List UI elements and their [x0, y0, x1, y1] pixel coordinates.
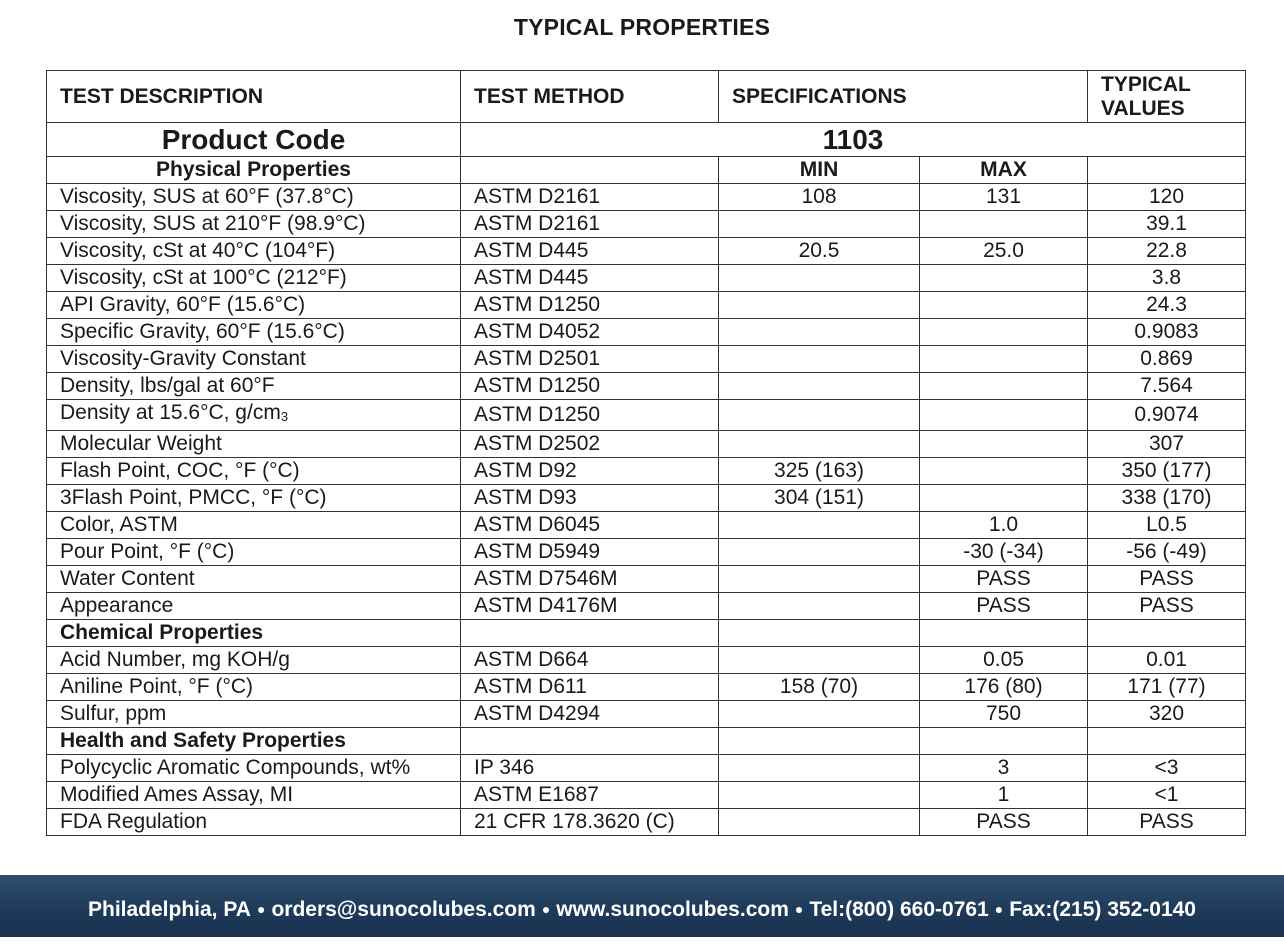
max-value: [920, 485, 1088, 512]
min-value: [719, 431, 920, 458]
bullet-icon: ●: [794, 901, 804, 917]
min-value: [719, 211, 920, 238]
typical-value: [1088, 674, 1246, 701]
typical-value-text: 0.01: [1146, 648, 1187, 671]
typical-value: [1088, 512, 1246, 539]
header-specifications: SPECIFICATIONS: [719, 71, 1088, 123]
test-method: [461, 755, 719, 782]
health-safety-section-label: Health and Safety Properties: [47, 728, 461, 755]
test-method: [461, 431, 719, 458]
typical-value-text: 350 (177): [1121, 459, 1212, 482]
property-name: [47, 265, 461, 292]
property-name: [47, 539, 461, 566]
property-name-text: FDA Regulation: [60, 810, 208, 833]
typical-value-text: PASS: [1139, 567, 1194, 590]
table-row: [47, 292, 1246, 319]
test-method: [461, 566, 719, 593]
property-name-text: Color, ASTM: [60, 513, 178, 536]
max-value: [920, 319, 1088, 346]
property-name-text: API Gravity, 60°F (15.6°C): [60, 293, 306, 316]
property-name-text: 3Flash Point, PMCC, °F (°C): [60, 486, 327, 509]
empty-cell: [920, 728, 1088, 755]
property-name: [47, 238, 461, 265]
typical-value-text: 320: [1148, 702, 1185, 725]
property-name-text: Pour Point, °F (°C): [60, 540, 235, 563]
header-test-description: TEST DESCRIPTION: [47, 71, 461, 123]
typical-value: [1088, 539, 1246, 566]
product-code-value: 1103: [461, 123, 1246, 157]
test-method-text: ASTM D6045: [474, 513, 601, 536]
property-name-text: Viscosity, SUS at 210°F (98.9°C): [60, 212, 366, 235]
min-value-text: 108: [801, 185, 837, 208]
table-row: [47, 701, 1246, 728]
max-value: [920, 674, 1088, 701]
health-safety-section-row: [47, 728, 1246, 755]
footer-tel: Tel:(800) 660-0761: [809, 898, 989, 921]
property-name: [47, 458, 461, 485]
typical-value-text: 0.9074: [1134, 403, 1199, 426]
typical-value: [1088, 292, 1246, 319]
typical-value-text: 7.564: [1140, 374, 1193, 397]
empty-cell: [920, 620, 1088, 647]
test-method-text: ASTM D5949: [474, 540, 601, 563]
property-name-text: Acid Number, mg KOH/g: [60, 648, 290, 671]
unit-subscript: 3: [280, 409, 289, 424]
typical-value-text: 0.869: [1140, 347, 1193, 370]
min-value: [719, 319, 920, 346]
test-method: [461, 809, 719, 836]
contact-footer: [0, 875, 1284, 937]
table-row: [47, 485, 1246, 512]
max-value: [920, 184, 1088, 211]
physical-properties-label: Physical Properties: [47, 157, 461, 184]
test-method: [461, 184, 719, 211]
table-row: [47, 431, 1246, 458]
min-value: [719, 647, 920, 674]
footer-city: Philadelphia, PA: [87, 898, 251, 921]
property-name-text: Viscosity, cSt at 40°C (104°F): [60, 239, 336, 262]
property-name: [47, 211, 461, 238]
test-method: [461, 319, 719, 346]
test-method-text: IP 346: [474, 756, 535, 779]
typical-value: [1088, 400, 1246, 431]
property-name-text: Viscosity, cSt at 100°C (212°F): [60, 266, 347, 289]
property-name: [47, 701, 461, 728]
max-label: MAX: [920, 157, 1088, 184]
typical-value: [1088, 373, 1246, 400]
typical-value-text: PASS: [1139, 810, 1194, 833]
table-row: [47, 238, 1246, 265]
max-value-text: 176 (80): [964, 675, 1043, 698]
property-name: [47, 184, 461, 211]
max-value: [920, 373, 1088, 400]
test-method: [461, 674, 719, 701]
footer-email[interactable]: orders@sunocolubes.com: [271, 898, 536, 921]
table-row: [47, 809, 1246, 836]
min-value: [719, 593, 920, 620]
property-name-text: Sulfur, ppm: [60, 702, 167, 725]
property-name-text: Molecular Weight: [60, 432, 222, 455]
typical-value: [1088, 647, 1246, 674]
bullet-icon: ●: [994, 901, 1004, 917]
max-value: [920, 431, 1088, 458]
test-method-text: ASTM D1250: [474, 374, 601, 397]
header-typical-values: TYPICAL VALUES: [1088, 71, 1246, 123]
max-value: [920, 400, 1088, 431]
property-name: [47, 292, 461, 319]
min-value: [719, 485, 920, 512]
max-value: [920, 539, 1088, 566]
typical-value: [1088, 485, 1246, 512]
typical-value: [1088, 809, 1246, 836]
test-method-text: ASTM D2502: [474, 432, 601, 455]
property-name-text: Water Content: [60, 567, 195, 590]
table-row: [47, 373, 1246, 400]
table-row: [47, 184, 1246, 211]
physical-section-row: [47, 157, 1246, 184]
max-value: [920, 701, 1088, 728]
test-method-text: ASTM D2161: [474, 212, 601, 235]
typical-value: [1088, 211, 1246, 238]
footer-website[interactable]: www.sunocolubes.com: [556, 898, 789, 921]
table-row: [47, 566, 1246, 593]
test-method: [461, 400, 719, 431]
test-method: [461, 373, 719, 400]
test-method-text: ASTM D4052: [474, 320, 601, 343]
min-value: [719, 566, 920, 593]
empty-cell: [719, 728, 920, 755]
test-method: [461, 346, 719, 373]
product-code-label: Product Code: [47, 123, 461, 157]
typical-value: [1088, 346, 1246, 373]
typical-value-text: <3: [1154, 756, 1179, 779]
typical-value-text: 3.8: [1151, 266, 1182, 289]
bullet-icon: ●: [256, 901, 266, 917]
test-method-text: ASTM D7546M: [474, 567, 618, 590]
typical-value-text: 120: [1148, 185, 1185, 208]
min-value: [719, 184, 920, 211]
property-name: [47, 373, 461, 400]
test-method-text: ASTM D445: [474, 239, 589, 262]
typical-value: [1088, 458, 1246, 485]
table-row: [47, 265, 1246, 292]
table-row: [47, 674, 1246, 701]
max-value: [920, 211, 1088, 238]
max-value: [920, 755, 1088, 782]
max-value: [920, 647, 1088, 674]
max-value: [920, 292, 1088, 319]
test-method-text: ASTM D611: [474, 675, 587, 698]
bullet-icon: ●: [541, 901, 551, 917]
test-method: [461, 593, 719, 620]
property-name: [47, 674, 461, 701]
product-code-row: [47, 123, 1246, 157]
typical-value-text: 39.1: [1146, 212, 1187, 235]
test-method-text: ASTM D664: [474, 648, 589, 671]
table-row: [47, 211, 1246, 238]
min-value: [719, 458, 920, 485]
max-value-text: -30 (-34): [963, 540, 1044, 563]
header-row: [47, 71, 1246, 123]
property-name: [47, 809, 461, 836]
min-value-text: 325 (163): [774, 459, 864, 482]
max-value-text: PASS: [976, 594, 1031, 617]
empty-cell: [461, 157, 719, 184]
property-name: [47, 755, 461, 782]
test-method: [461, 647, 719, 674]
typical-value-text: 338 (170): [1121, 486, 1212, 509]
min-value: [719, 400, 920, 431]
table-row: [47, 346, 1246, 373]
min-value-text: 158 (70): [779, 675, 859, 698]
test-method-text: ASTM D93: [474, 486, 577, 509]
empty-cell: [461, 728, 719, 755]
test-method-text: ASTM D1250: [474, 403, 601, 426]
property-name-text: Density at 15.6°C, g/cm: [60, 401, 281, 424]
property-name-text: Modified Ames Assay, MI: [60, 783, 294, 806]
property-name-text: Polycyclic Aromatic Compounds, wt%: [60, 756, 411, 779]
test-method: [461, 701, 719, 728]
max-value: [920, 809, 1088, 836]
test-method: [461, 512, 719, 539]
test-method-text: ASTM D2501: [474, 347, 601, 370]
property-name: [47, 346, 461, 373]
chemical-section-row: [47, 620, 1246, 647]
test-method-text: 21 CFR 178.3620 (C): [474, 810, 675, 833]
property-name-text: Specific Gravity, 60°F (15.6°C): [60, 320, 345, 343]
header-test-method: TEST METHOD: [461, 71, 719, 123]
max-value: [920, 593, 1088, 620]
property-name: [47, 512, 461, 539]
test-method-text: ASTM D2161: [474, 185, 601, 208]
chemical-section-label: Chemical Properties: [47, 620, 461, 647]
typical-value: [1088, 265, 1246, 292]
typical-value: [1088, 238, 1246, 265]
min-value: [719, 238, 920, 265]
table-row: [47, 755, 1246, 782]
max-value-text: 750: [985, 702, 1022, 725]
test-method: [461, 782, 719, 809]
min-value: [719, 755, 920, 782]
min-value: [719, 701, 920, 728]
typical-value-text: 22.8: [1146, 239, 1187, 262]
table-row: [47, 512, 1246, 539]
test-method-text: ASTM D4176M: [474, 594, 618, 617]
max-value-text: PASS: [976, 567, 1031, 590]
test-method-text: ASTM D445: [474, 266, 589, 289]
property-name: [47, 647, 461, 674]
min-value: [719, 373, 920, 400]
min-value: [719, 512, 920, 539]
max-value-text: 1.0: [988, 513, 1019, 536]
table-row: [47, 647, 1246, 674]
max-value: [920, 512, 1088, 539]
typical-value-text: -56 (-49): [1126, 540, 1207, 563]
test-method: [461, 265, 719, 292]
footer-fax: Fax:(215) 352-0140: [1009, 898, 1196, 921]
test-method: [461, 485, 719, 512]
typical-value: [1088, 431, 1246, 458]
table-row: [47, 319, 1246, 346]
property-name: [47, 593, 461, 620]
max-value: [920, 265, 1088, 292]
typical-value: [1088, 755, 1246, 782]
max-value-text: 131: [985, 185, 1022, 208]
typical-value-text: 0.9083: [1134, 320, 1199, 343]
test-method: [461, 238, 719, 265]
min-value: [719, 346, 920, 373]
property-name: [47, 319, 461, 346]
table-row: [47, 458, 1246, 485]
property-name: [47, 566, 461, 593]
typical-value: [1088, 184, 1246, 211]
property-name-text: Appearance: [60, 594, 174, 617]
typical-value: [1088, 782, 1246, 809]
min-value: [719, 539, 920, 566]
typical-value-text: <1: [1154, 783, 1179, 806]
min-value: [719, 782, 920, 809]
test-method: [461, 539, 719, 566]
property-name-text: Aniline Point, °F (°C): [60, 675, 254, 698]
max-value-text: PASS: [976, 810, 1031, 833]
properties-table: [46, 70, 1246, 836]
test-method-text: ASTM E1687: [474, 783, 599, 806]
max-value: [920, 238, 1088, 265]
typical-value: [1088, 319, 1246, 346]
property-name: [47, 431, 461, 458]
table-row: [47, 400, 1246, 431]
typical-value-text: PASS: [1139, 594, 1194, 617]
page-title: TYPICAL PROPERTIES: [513, 14, 771, 40]
max-value-text: 1: [997, 783, 1010, 806]
table-row: [47, 593, 1246, 620]
property-name: [47, 400, 461, 431]
empty-cell: [1088, 157, 1246, 184]
test-method: [461, 458, 719, 485]
property-name: [47, 782, 461, 809]
property-name-text: Flash Point, COC, °F (°C): [60, 459, 300, 482]
table-row: [47, 539, 1246, 566]
test-method: [461, 211, 719, 238]
typical-value: [1088, 593, 1246, 620]
test-method: [461, 292, 719, 319]
empty-cell: [1088, 728, 1246, 755]
table-row: [47, 782, 1246, 809]
min-value-text: 304 (151): [774, 486, 864, 509]
min-value-text: 20.5: [798, 239, 840, 262]
min-label: MIN: [719, 157, 920, 184]
min-value: [719, 674, 920, 701]
typical-value: [1088, 566, 1246, 593]
max-value: [920, 566, 1088, 593]
max-value-text: 25.0: [983, 239, 1024, 262]
property-name-text: Density, lbs/gal at 60°F: [60, 374, 275, 397]
typical-value-text: 24.3: [1146, 293, 1187, 316]
property-name-text: Viscosity-Gravity Constant: [60, 347, 306, 370]
min-value: [719, 809, 920, 836]
typical-value-text: 171 (77): [1127, 675, 1206, 698]
max-value-text: 0.05: [983, 648, 1024, 671]
min-value: [719, 265, 920, 292]
max-value: [920, 782, 1088, 809]
typical-value-text: L0.5: [1146, 513, 1187, 536]
max-value-text: 3: [997, 756, 1010, 779]
test-method-text: ASTM D4294: [474, 702, 601, 725]
max-value: [920, 346, 1088, 373]
property-name: [47, 485, 461, 512]
empty-cell: [461, 620, 719, 647]
test-method-text: ASTM D1250: [474, 293, 601, 316]
empty-cell: [719, 620, 920, 647]
max-value: [920, 458, 1088, 485]
typical-value: [1088, 701, 1246, 728]
min-value: [719, 292, 920, 319]
typical-value-text: 307: [1148, 432, 1185, 455]
property-name-text: Viscosity, SUS at 60°F (37.8°C): [60, 185, 354, 208]
empty-cell: [1088, 620, 1246, 647]
test-method-text: ASTM D92: [474, 459, 577, 482]
